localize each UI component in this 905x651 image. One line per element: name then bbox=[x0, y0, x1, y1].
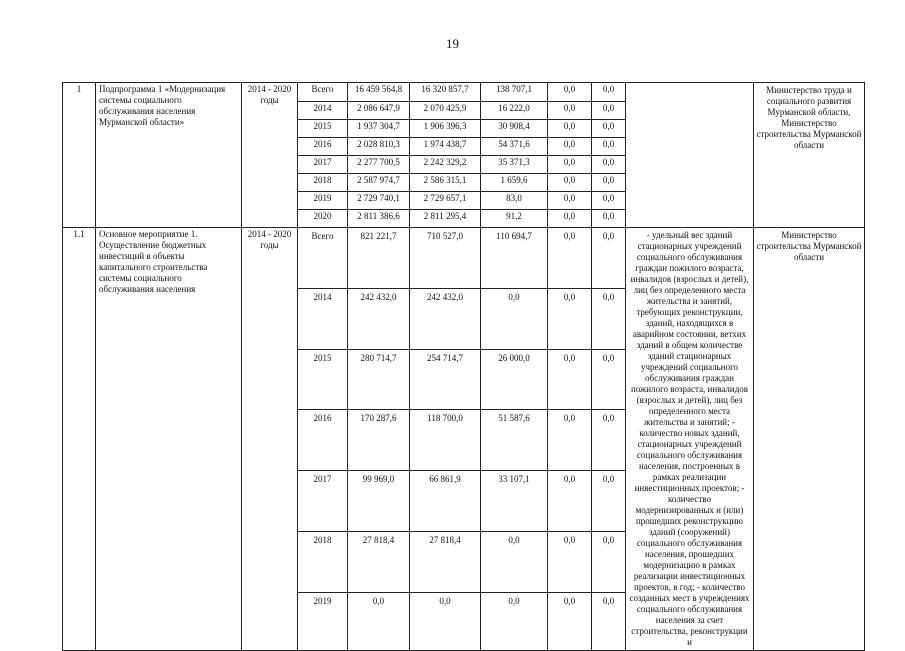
amount-cell: 0,0 bbox=[548, 531, 592, 592]
amount-cell: 710 527,0 bbox=[410, 228, 481, 289]
amount-cell: 0,0 bbox=[592, 102, 626, 120]
amount-cell: 821 221,7 bbox=[348, 228, 410, 289]
amount-cell: 26 000,0 bbox=[481, 349, 548, 410]
year-cell: 2017 bbox=[298, 156, 348, 174]
amount-cell: 27 818,4 bbox=[348, 531, 410, 592]
year-cell: 2015 bbox=[298, 349, 348, 410]
amount-cell: 0,0 bbox=[592, 210, 626, 228]
year-cell: 2017 bbox=[298, 471, 348, 532]
amount-cell: 0,0 bbox=[548, 120, 592, 138]
amount-cell: 0,0 bbox=[548, 228, 592, 289]
measure-name: Основное мероприятие 1. Осуществление бюджетных инвестиций в объекты капитального строительства системы социального обслуживания населения bbox=[96, 228, 242, 651]
amount-cell: 2 811 386,6 bbox=[348, 210, 410, 228]
amount-cell: 99 969,0 bbox=[348, 471, 410, 532]
amount-cell: 91,2 bbox=[481, 210, 548, 228]
amount-cell: 51 587,6 bbox=[481, 410, 548, 471]
amount-cell: 2 086 647,9 bbox=[348, 102, 410, 120]
amount-cell: 54 371,6 bbox=[481, 138, 548, 156]
amount-cell: 110 694,7 bbox=[481, 228, 548, 289]
table-row bbox=[63, 228, 865, 289]
amount-cell: 0,0 bbox=[481, 531, 548, 592]
amount-cell: 0,0 bbox=[548, 210, 592, 228]
amount-cell: 0,0 bbox=[548, 156, 592, 174]
amount-cell: 0,0 bbox=[548, 174, 592, 192]
amount-cell: 0,0 bbox=[592, 120, 626, 138]
executor: Министерство труда и социального развития Мурманской области, Министерство строительства Мурманской области bbox=[754, 83, 865, 228]
amount-cell: 2 070 425,9 bbox=[410, 102, 481, 120]
table-row bbox=[63, 83, 865, 102]
amount-cell: 2 028 810,3 bbox=[348, 138, 410, 156]
year-cell: 2018 bbox=[298, 174, 348, 192]
amount-cell: 0,0 bbox=[592, 349, 626, 410]
amount-cell: 0,0 bbox=[548, 192, 592, 210]
implementation-period: 2014 - 2020 годы bbox=[242, 83, 298, 228]
year-cell: 2015 bbox=[298, 120, 348, 138]
year-cell: 2020 bbox=[298, 210, 348, 228]
amount-cell: 0,0 bbox=[548, 288, 592, 349]
amount-cell: 0,0 bbox=[592, 288, 626, 349]
amount-cell: 0,0 bbox=[548, 138, 592, 156]
amount-cell: 2 729 740,1 bbox=[348, 192, 410, 210]
year-cell: Всего bbox=[298, 83, 348, 102]
amount-cell: 170 287,6 bbox=[348, 410, 410, 471]
amount-cell: 1 906 396,3 bbox=[410, 120, 481, 138]
amount-cell: 0,0 bbox=[592, 471, 626, 532]
row-index: 1 bbox=[63, 83, 96, 228]
amount-cell: 16 222,0 bbox=[481, 102, 548, 120]
amount-cell: 83,0 bbox=[481, 192, 548, 210]
amount-cell: 0,0 bbox=[592, 138, 626, 156]
amount-cell: 16 320 857,7 bbox=[410, 83, 481, 102]
year-cell: 2014 bbox=[298, 288, 348, 349]
year-cell: 2014 bbox=[298, 102, 348, 120]
amount-cell: 0,0 bbox=[548, 102, 592, 120]
amount-cell: 0,0 bbox=[592, 592, 626, 650]
amount-cell: 2 729 657,1 bbox=[410, 192, 481, 210]
amount-cell: 0,0 bbox=[410, 592, 481, 650]
year-cell: 2016 bbox=[298, 410, 348, 471]
amount-cell: 30 908,4 bbox=[481, 120, 548, 138]
amount-cell: 0,0 bbox=[548, 592, 592, 650]
amount-cell: 0,0 bbox=[348, 592, 410, 650]
amount-cell: 0,0 bbox=[592, 410, 626, 471]
amount-cell: 0,0 bbox=[592, 228, 626, 289]
amount-cell: 242 432,0 bbox=[410, 288, 481, 349]
year-cell: 2019 bbox=[298, 192, 348, 210]
amount-cell: 1 937 304,7 bbox=[348, 120, 410, 138]
amount-cell: 0,0 bbox=[548, 83, 592, 102]
amount-cell: 242 432,0 bbox=[348, 288, 410, 349]
amount-cell: 0,0 bbox=[548, 471, 592, 532]
amount-cell: 0,0 bbox=[592, 156, 626, 174]
page-number: 19 bbox=[446, 36, 459, 51]
amount-cell: 2 242 329,2 bbox=[410, 156, 481, 174]
amount-cell: 2 586 315,1 bbox=[410, 174, 481, 192]
amount-cell: 1 659,6 bbox=[481, 174, 548, 192]
amount-cell: 0,0 bbox=[592, 174, 626, 192]
amount-cell: 66 861,9 bbox=[410, 471, 481, 532]
amount-cell: 0,0 bbox=[592, 83, 626, 102]
year-cell: 2019 bbox=[298, 592, 348, 650]
executor: Министерство строительства Мурманской области bbox=[754, 228, 865, 651]
amount-cell: 27 818,4 bbox=[410, 531, 481, 592]
amount-cell: 254 714,7 bbox=[410, 349, 481, 410]
amount-cell: 0,0 bbox=[548, 349, 592, 410]
amount-cell: 0,0 bbox=[592, 531, 626, 592]
amount-cell: 2 811 295,4 bbox=[410, 210, 481, 228]
measure-name: Подпрограмма 1 «Модернизация системы социального обслуживания населения Мурманской области» bbox=[96, 83, 242, 228]
result-indicators bbox=[626, 83, 754, 228]
amount-cell: 0,0 bbox=[481, 288, 548, 349]
amount-cell: 118 700,0 bbox=[410, 410, 481, 471]
amount-cell: 2 587 974,7 bbox=[348, 174, 410, 192]
year-cell: 2016 bbox=[298, 138, 348, 156]
amount-cell: 0,0 bbox=[592, 192, 626, 210]
year-cell: Всего bbox=[298, 228, 348, 289]
row-index: 1.1 bbox=[63, 228, 96, 651]
implementation-period: 2014 - 2020 годы bbox=[242, 228, 298, 651]
amount-cell: 2 277 700,5 bbox=[348, 156, 410, 174]
amount-cell: 35 371,3 bbox=[481, 156, 548, 174]
amount-cell: 1 974 438,7 bbox=[410, 138, 481, 156]
amount-cell: 280 714,7 bbox=[348, 349, 410, 410]
amount-cell: 138 707,1 bbox=[481, 83, 548, 102]
amount-cell: 0,0 bbox=[481, 592, 548, 650]
result-indicators: - удельный вес зданий стационарных учреждений социального обслуживания граждан пожилого возраста, инвалидов (взрослых и детей), лиц без определенного места жительства и занятий, требующих реконструкции, зданий, находящихся в аварийном состоянии, ветхих зданий в общем количестве зданий стационарных учреждений социального обслуживания граждан пожилого возраста, инвалидов (взрослых и детей), лиц без определенного места жительства и занятий; - количество новых зданий, стационарных учреждений социального обслуживания населения, построенных в рамках реализации инвестиционных проектов; - количество модернизированных и (или) прошедших реконструкцию зданий (сооружений) социального обслуживания населения, прошедших модернизацию в рамках реализации инвестиционных проектов, в год; - количество созданных мест в учреждениях социального обслуживания населения за счет строительства, реконструкции и bbox=[626, 228, 754, 651]
program-table bbox=[62, 82, 865, 651]
amount-cell: 16 459 564,8 bbox=[348, 83, 410, 102]
year-cell: 2018 bbox=[298, 531, 348, 592]
amount-cell: 33 107,1 bbox=[481, 471, 548, 532]
amount-cell: 0,0 bbox=[548, 410, 592, 471]
